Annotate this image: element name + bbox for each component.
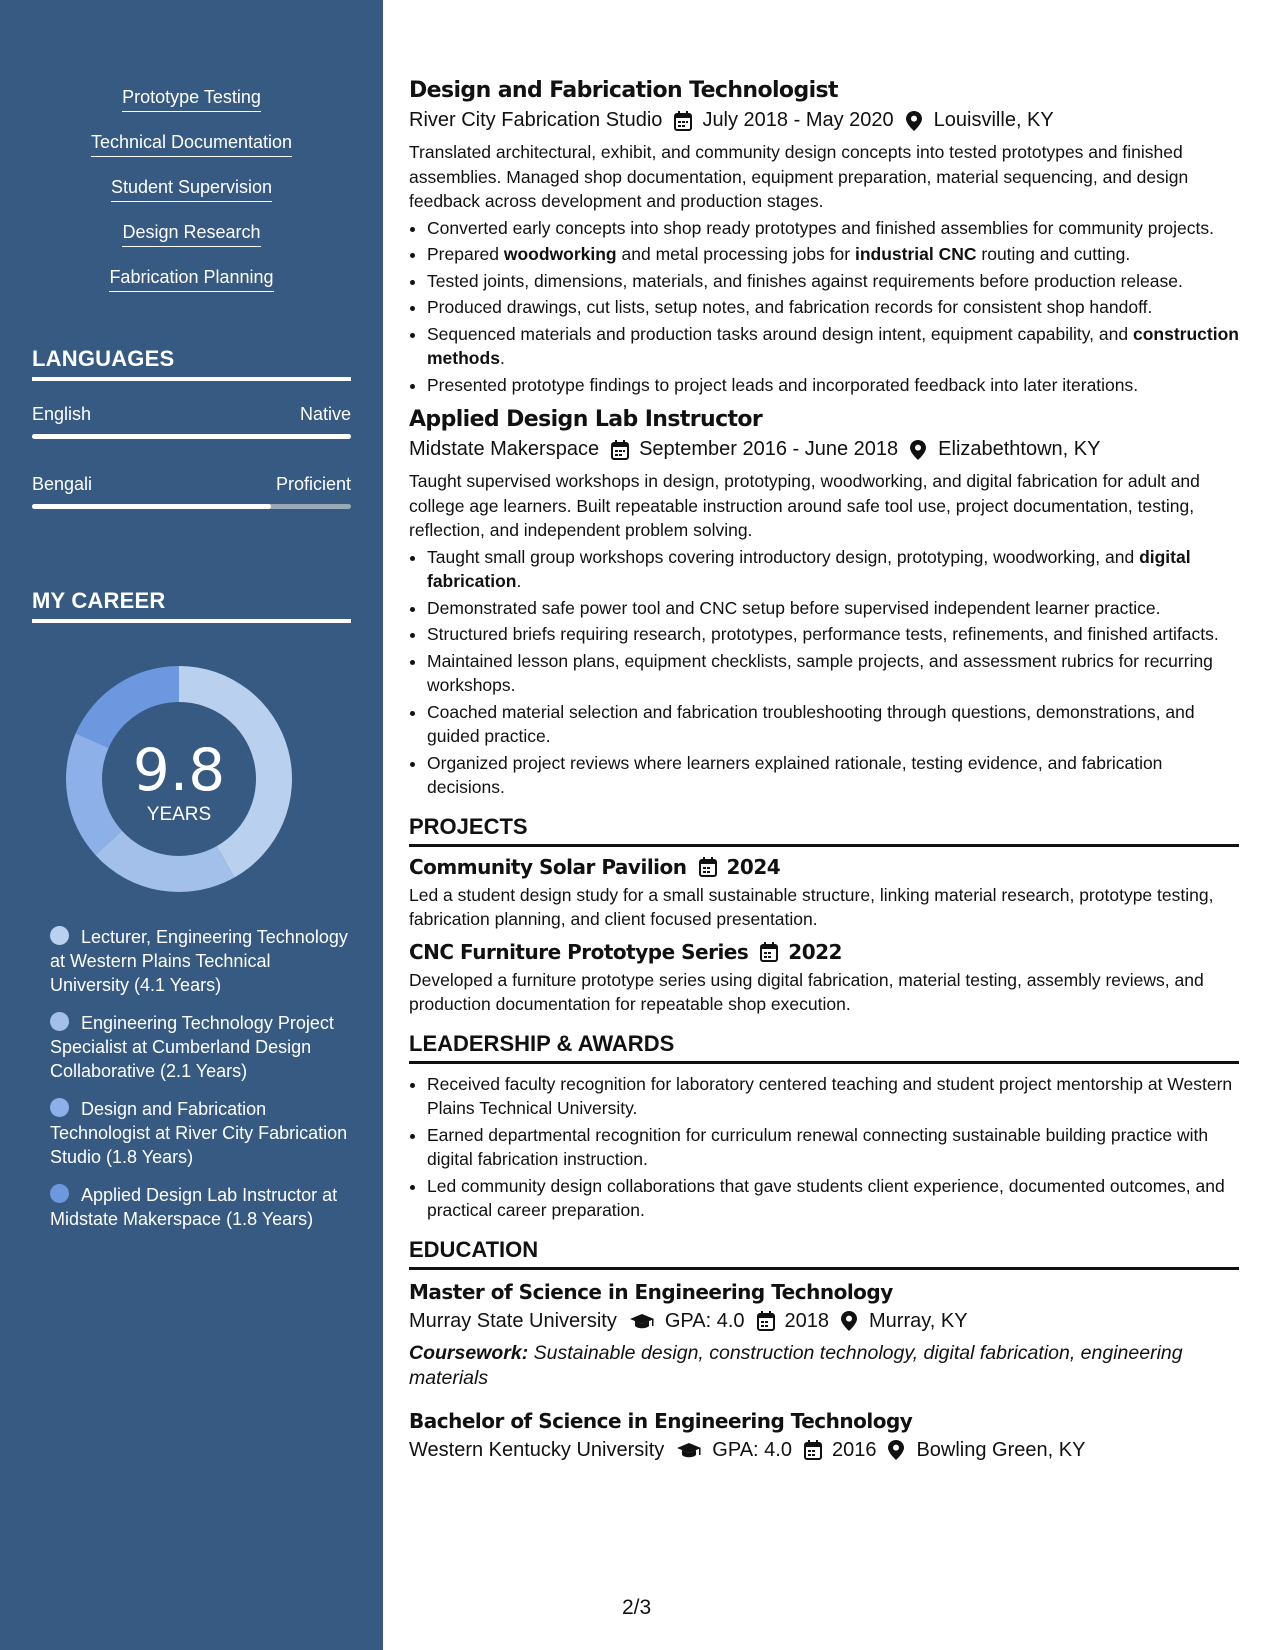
language-bar — [32, 434, 351, 439]
skill-tag: Student Supervision — [111, 176, 272, 202]
job-bullet — [427, 545, 1239, 594]
job-bullets — [409, 216, 1239, 398]
career-text: Design and Fabrication Technologist at River City Fabrication Studio (1.8 Years) — [50, 1099, 348, 1167]
education-entry — [409, 1280, 1239, 1391]
language-bar-fill — [32, 504, 271, 509]
language-bar-fill — [32, 434, 351, 439]
languages-heading: LANGUAGES — [32, 346, 351, 381]
projects-heading: PROJECTS — [409, 814, 1239, 847]
project-entry — [409, 940, 1239, 1017]
education-heading: EDUCATION — [409, 1237, 1239, 1270]
location-pin-icon — [888, 1440, 906, 1460]
job-dates: July 2018 - May 2020 — [702, 109, 894, 131]
career-item — [50, 925, 350, 997]
bullet-text: Presented prototype findings to project leads and incorporated feedback into later iterations. — [427, 374, 1139, 395]
education-entry — [409, 1409, 1239, 1462]
project-year: 2022 — [788, 939, 842, 964]
donut-segment — [66, 733, 122, 855]
job-bullet — [427, 242, 1239, 267]
gpa: GPA: 4.0 — [664, 1309, 745, 1332]
project-title-row — [409, 940, 1239, 964]
language-level: Proficient — [275, 474, 351, 494]
project-description: Developed a furniture prototype series using digital fabrication, material testing, assembly reviews, and production documentation for repeatable shop execution. — [409, 969, 1204, 1014]
donut-segment — [95, 831, 234, 892]
school-location: Bowling Green, KY — [916, 1438, 1086, 1461]
degree-title: Master of Science in Engineering Technology — [409, 1279, 893, 1304]
career-item — [50, 1011, 350, 1083]
career-donut-chart — [66, 666, 292, 892]
bullet-text: . — [499, 348, 505, 368]
skill-tag: Prototype Testing — [122, 86, 261, 112]
page-number: 2/3 — [622, 1596, 652, 1619]
job-entry — [409, 407, 1239, 800]
job-dates: September 2016 - June 2018 — [639, 438, 899, 460]
bullet-text: Produced drawings, cut lists, setup notes, and fabrication records for consistent shop handoff. — [427, 297, 1153, 317]
coursework — [409, 1341, 1239, 1391]
job-bullet — [427, 322, 1239, 371]
bullet-text: Demonstrated safe power tool and CNC setup before supervised independent learner practice. — [427, 597, 1161, 618]
skills-list — [0, 86, 383, 311]
project-description: Led a student design study for a small sustainable structure, linking material research, prototype testing, fabrication planning, and client focused presentation. — [409, 884, 1214, 929]
career-dot — [50, 1184, 69, 1203]
calendar-icon — [611, 440, 629, 460]
career-item — [50, 1097, 350, 1169]
job-bullets — [409, 545, 1239, 800]
coursework-label: Coursework: — [409, 1341, 529, 1364]
career-item — [50, 1183, 350, 1231]
job-bullet — [427, 373, 1239, 398]
bullet-keyword: construction methods — [427, 323, 1239, 368]
career-text: Lecturer, Engineering Technology at Western Plains Technical University (4.1 Years) — [50, 927, 348, 995]
location-pin-icon — [906, 111, 924, 131]
bullet-keyword: digital fabrication — [427, 546, 1191, 591]
bullet-text: Taught small group workshops covering introductory design, prototyping, woodworking, and — [427, 546, 1140, 567]
degree-title: Bachelor of Science in Engineering Technology — [409, 1408, 913, 1433]
project-title: Community Solar Pavilion — [409, 854, 687, 879]
career-text: Engineering Technology Project Specialist at Cumberland Design Collaborative (2.1 Years) — [50, 1013, 334, 1081]
gpa: GPA: 4.0 — [712, 1438, 792, 1461]
bullet-text: and metal processing jobs for — [616, 244, 855, 264]
school-location: Murray, KY — [869, 1309, 968, 1332]
career-dot — [50, 1098, 69, 1117]
job-location: Elizabethtown, KY — [938, 438, 1101, 460]
job-bullet — [427, 649, 1239, 698]
career-list — [50, 925, 350, 1245]
language-level: Native — [299, 404, 351, 424]
project-title: CNC Furniture Prototype Series — [409, 939, 749, 964]
job-bullet — [427, 269, 1239, 294]
main-content — [409, 78, 1239, 1462]
skill-tag: Design Research — [122, 221, 260, 247]
job-entry — [409, 78, 1239, 397]
job-description: Translated architectural, exhibit, and community design concepts into tested prototypes and finished assemblies. Managed shop documentation, equipment preparation, material sequencing, and design feedback across development and production stages. — [409, 142, 1189, 211]
job-location: Louisville, KY — [933, 109, 1054, 131]
school-name: Murray State University — [409, 1309, 617, 1332]
language-name: Bengali — [32, 474, 93, 494]
education-meta — [409, 1439, 1239, 1462]
company-name: River City Fabrication Studio — [409, 109, 663, 131]
job-bullet — [427, 596, 1239, 621]
calendar-icon — [760, 942, 778, 962]
calendar-icon — [804, 1440, 822, 1460]
job-bullet — [427, 622, 1239, 647]
calendar-icon — [674, 111, 692, 131]
job-meta — [409, 109, 1239, 132]
graduation-cap-icon — [629, 1311, 655, 1331]
job-bullet — [427, 216, 1239, 241]
skill-tag: Technical Documentation — [91, 131, 292, 157]
job-bullet — [427, 295, 1239, 320]
bullet-text: routing and cutting. — [976, 244, 1131, 264]
location-pin-icon — [910, 440, 928, 460]
career-dot — [50, 926, 69, 945]
bullet-text: Converted early concepts into shop ready prototypes and finished assemblies for community projects. — [427, 217, 1214, 238]
graduation-year: 2018 — [784, 1309, 830, 1332]
calendar-icon — [757, 1311, 775, 1331]
language-english — [32, 404, 351, 439]
coursework-text: Sustainable design, construction technology, digital fabrication, engineering materials — [409, 1341, 1183, 1389]
award-item: • Led community design collaborations that gave students client experience, documented outcomes, and practical career preparation. — [427, 1174, 1239, 1223]
job-description: Taught supervised workshops in design, prototyping, woodworking, and digital fabrication for adult and college age learners. Built repeatable instruction around safe tool use, project documentation, testing, reflection, and independent problem solving. — [409, 471, 1200, 540]
career-text: Applied Design Lab Instructor at Midstate Makerspace (1.8 Years) — [50, 1185, 338, 1229]
bullet-text: Maintained lesson plans, equipment checklists, sample projects, and assessment rubrics for recurring workshops. — [427, 650, 1213, 695]
project-entry — [409, 855, 1239, 932]
graduation-year: 2016 — [831, 1438, 877, 1461]
bullet-keyword: woodworking — [503, 244, 617, 264]
career-unit: YEARS — [146, 804, 212, 825]
job-bullet — [427, 700, 1239, 749]
language-bar — [32, 504, 351, 509]
bullet-text: Structured briefs requiring research, prototypes, performance tests, refinements, and finished artifacts. — [427, 624, 1219, 644]
job-title: Design and Fabrication Technologist — [409, 78, 838, 103]
skill-tag: Fabrication Planning — [109, 266, 273, 292]
project-title-row — [409, 855, 1239, 879]
location-pin-icon — [841, 1311, 859, 1331]
award-item: • Received faculty recognition for laboratory centered teaching and student project mentorship at Western Plains Technical University. — [427, 1072, 1239, 1121]
awards-heading: LEADERSHIP & AWARDS — [409, 1031, 1239, 1064]
bullet-text: Sequenced materials and production tasks around design intent, equipment capability, and — [427, 323, 1133, 344]
project-year: 2024 — [726, 854, 781, 879]
award-item: • Earned departmental recognition for curriculum renewal connecting sustainable building practice with digital fabrication instruction. — [427, 1123, 1239, 1172]
education-meta — [409, 1310, 1239, 1333]
awards-list — [409, 1072, 1239, 1223]
career-dot — [50, 1012, 69, 1031]
bullet-keyword: industrial CNC — [854, 244, 977, 264]
career-total: 9.8 — [132, 736, 226, 804]
bullet-text: Coached material selection and fabrication troubleshooting through questions, demonstrations, and guided practice. — [427, 701, 1195, 746]
job-meta — [409, 438, 1239, 461]
bullet-text: Tested joints, dimensions, materials, and finishes against requirements before production release. — [427, 270, 1183, 291]
school-name: Western Kentucky University — [409, 1438, 665, 1461]
bullet-text: . — [516, 571, 522, 591]
graduation-cap-icon — [676, 1440, 702, 1460]
language-bengali — [32, 474, 351, 509]
career-heading: MY CAREER — [32, 588, 351, 623]
company-name: Midstate Makerspace — [409, 438, 600, 460]
calendar-icon — [699, 857, 717, 877]
bullet-text: Prepared — [427, 244, 504, 264]
job-title: Applied Design Lab Instructor — [409, 407, 763, 432]
bullet-text: Organized project reviews where learners explained rationale, testing evidence, and fabrication decisions. — [427, 752, 1163, 797]
job-bullet — [427, 751, 1239, 800]
language-name: English — [32, 404, 92, 424]
sidebar — [0, 0, 383, 1650]
